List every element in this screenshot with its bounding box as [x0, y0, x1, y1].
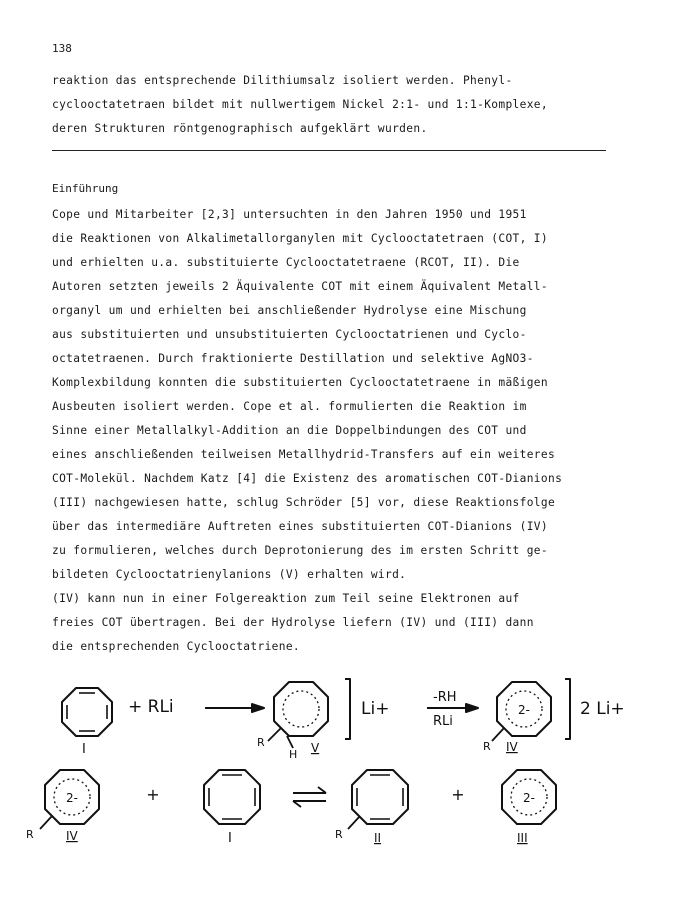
substituent-r: R: [26, 828, 34, 841]
charge-label: 2-: [518, 703, 530, 717]
hydrogen-h: H: [289, 748, 298, 761]
body-line: aus substituierten und unsubstituierten Cyclooctatrienen und Cyclo-: [52, 328, 527, 341]
body-line: eines anschließenden teilweisen Metallhydrid-Transfers auf ein weiteres: [52, 448, 556, 461]
label-i: I: [228, 831, 232, 846]
intro-line: cyclooctatetraen bildet mit nullwertigem Nickel 2:1- und 1:1-Komplexe,: [52, 98, 548, 111]
body-line: zu formulieren, welches durch Deprotonierung des im ersten Schritt ge-: [52, 544, 548, 557]
body-line: organyl um und erhielten bei anschließender Hydrolyse eine Mischung: [52, 304, 527, 317]
section-heading: Einführung: [52, 182, 119, 195]
substituent-r: R: [335, 828, 343, 841]
intro-line: reaktion das entsprechende Dilithiumsalz isoliert werden. Phenyl-: [52, 74, 513, 87]
rcot-ring-ii: [352, 770, 408, 824]
substituent-r: R: [257, 736, 265, 749]
reagent-rli: + RLi: [128, 697, 174, 717]
body-line: Sinne einer Metallalkyl-Addition an die Doppelbindungen des COT und: [52, 424, 527, 437]
cot-ring-i-2: [204, 770, 260, 824]
arrow-label-rli: RLi: [433, 714, 453, 729]
label-ii: II: [374, 831, 382, 845]
label-iv: IV: [506, 740, 518, 754]
body-line: Autoren setzten jeweils 2 Äquivalente COT mit einem Äquivalent Metall-: [52, 280, 548, 293]
body-line: (IV) kann nun in einer Folgereaktion zum Teil seine Elektronen auf: [52, 592, 520, 605]
substituent-r: R: [483, 740, 491, 753]
charge-label: 2-: [66, 791, 78, 805]
body-line: (III) nachgewiesen hatte, schlug Schröder [5] vor, diese Reaktionsfolge: [52, 496, 556, 509]
label-iv: IV: [66, 829, 78, 843]
body-line: Cope und Mitarbeiter [2,3] untersuchten in den Jahren 1950 und 1951: [52, 208, 527, 221]
body-line: COT-Molekül. Nachdem Katz [4] die Existenz des aromatischen COT-Dianions: [52, 472, 563, 485]
page-number: 138: [52, 42, 72, 55]
body-line: bildeten Cyclooctatrienylanions (V) erhalten wird.: [52, 568, 407, 581]
counterion-li: Li+: [361, 699, 390, 719]
charge-label: 2-: [523, 791, 535, 805]
counterion-2li: 2 Li+: [580, 699, 625, 719]
intro-line: deren Strukturen röntgenographisch aufgeklärt wurden.: [52, 122, 428, 135]
plus-sign: +: [146, 785, 160, 804]
cot-ring-i: [62, 688, 112, 736]
body-line: Ausbeuten isoliert werden. Cope et al. formulierten die Reaktion im: [52, 400, 527, 413]
body-line: Komplexbildung konnten die substituierten Cyclooctatetraene in mäßigen: [52, 376, 548, 389]
body-line: die Reaktionen von Alkalimetallorganylen mit Cyclooctatetraen (COT, I): [52, 232, 548, 245]
plus-sign: +: [451, 785, 465, 804]
cyclooctatrienyl-ring-v: [274, 682, 328, 736]
label-iii: III: [517, 831, 528, 845]
body-line: octatetraenen. Durch fraktionierte Destillation und selektive AgNO3-: [52, 352, 534, 365]
label-v: V: [311, 741, 320, 755]
body-line: die entsprechenden Cyclooctatriene.: [52, 640, 300, 653]
body-line: und erhielten u.a. substituierte Cyclooctatetraene (RCOT, II). Die: [52, 256, 520, 269]
arrow-label-rh: -RH: [433, 690, 457, 705]
body-line: freies COT übertragen. Bei der Hydrolyse liefern (IV) und (III) dann: [52, 616, 534, 629]
label-i: I: [82, 742, 86, 757]
body-line: über das intermediäre Auftreten eines substituierten COT-Dianions (IV): [52, 520, 548, 533]
